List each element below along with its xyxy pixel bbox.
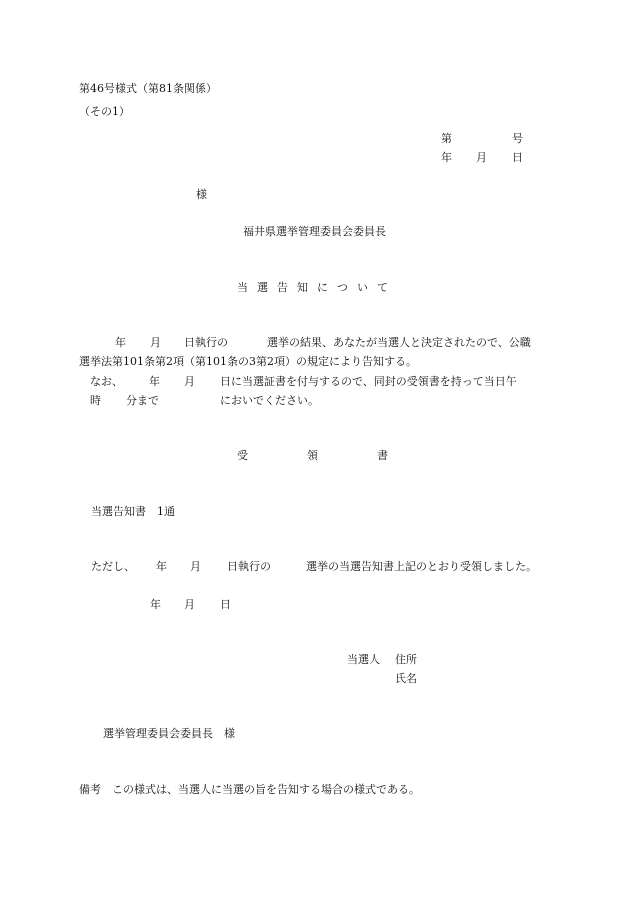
receipt-date-month: 月: [184, 598, 195, 611]
notice-title-char: 知: [297, 281, 308, 294]
doc-number-go: 号: [512, 132, 523, 145]
body-line3-nao: なお、: [90, 375, 123, 388]
sender: 福井県選挙管理委員会委員長: [243, 225, 386, 238]
receipt-item: 当選告知書 1通: [91, 505, 175, 518]
remarks: 備考 この様式は、当選人に当選の旨を告知する場合の様式である。: [79, 783, 420, 796]
doc-date-month: 月: [476, 151, 487, 164]
receipt-title-char: 受: [237, 449, 248, 462]
body-line4-ji: 時: [90, 394, 101, 407]
receipt-date-year: 年: [150, 598, 161, 611]
notice-title-char: い: [357, 281, 368, 294]
notice-title-char: 告: [277, 281, 288, 294]
body-line1-month: 月: [150, 336, 161, 349]
signature-name-label: 氏名: [395, 672, 417, 685]
body-line3-text: 日に当選証書を付与するので、同封の受領書を持って当日午: [220, 375, 517, 388]
body-line4-text: においでください。: [220, 394, 319, 407]
addressee-sama: 様: [196, 188, 207, 201]
receipt-title-char: 領: [307, 449, 318, 462]
receipt-body-day-exec: 日執行の: [227, 560, 271, 573]
notice-title-char: つ: [337, 281, 348, 294]
signature-label: 当選人: [347, 653, 380, 666]
doc-date-day: 日: [512, 151, 523, 164]
body-line1-year: 年: [115, 336, 126, 349]
notice-title-char: に: [317, 281, 328, 294]
doc-number-dai: 第: [441, 132, 452, 145]
signature-address-label: 住所: [395, 653, 417, 666]
receipt-title-char: 書: [377, 449, 388, 462]
receipt-date-day: 日: [220, 598, 231, 611]
receipt-body-tadashi: ただし、: [91, 560, 135, 573]
notice-title-char: 当: [237, 281, 248, 294]
body-line4-fun: 分まで: [126, 394, 159, 407]
body-line3-month: 月: [184, 375, 195, 388]
body-line1-day-exec: 日執行の: [184, 336, 228, 349]
receipt-body-text: 選挙の当選告知書上記のとおり受領しました。: [306, 560, 537, 573]
notice-title-char: て: [377, 281, 388, 294]
doc-date-year: 年: [441, 151, 452, 164]
form-number: 第46号様式（第81条関係）: [79, 82, 217, 95]
receipt-addressee: 選挙管理委員会委員長 様: [103, 727, 235, 740]
form-sub-number: （その1）: [79, 105, 130, 118]
body-line2: 選挙法第101条第2項（第101条の3第2項）の規定により告知する。: [79, 355, 417, 368]
body-line1-text: 選挙の結果、あなたが当選人と決定されたので、公職: [267, 336, 531, 349]
notice-title-char: 選: [257, 281, 268, 294]
receipt-body-year: 年: [156, 560, 167, 573]
receipt-body-month: 月: [190, 560, 201, 573]
body-line3-year: 年: [149, 375, 160, 388]
